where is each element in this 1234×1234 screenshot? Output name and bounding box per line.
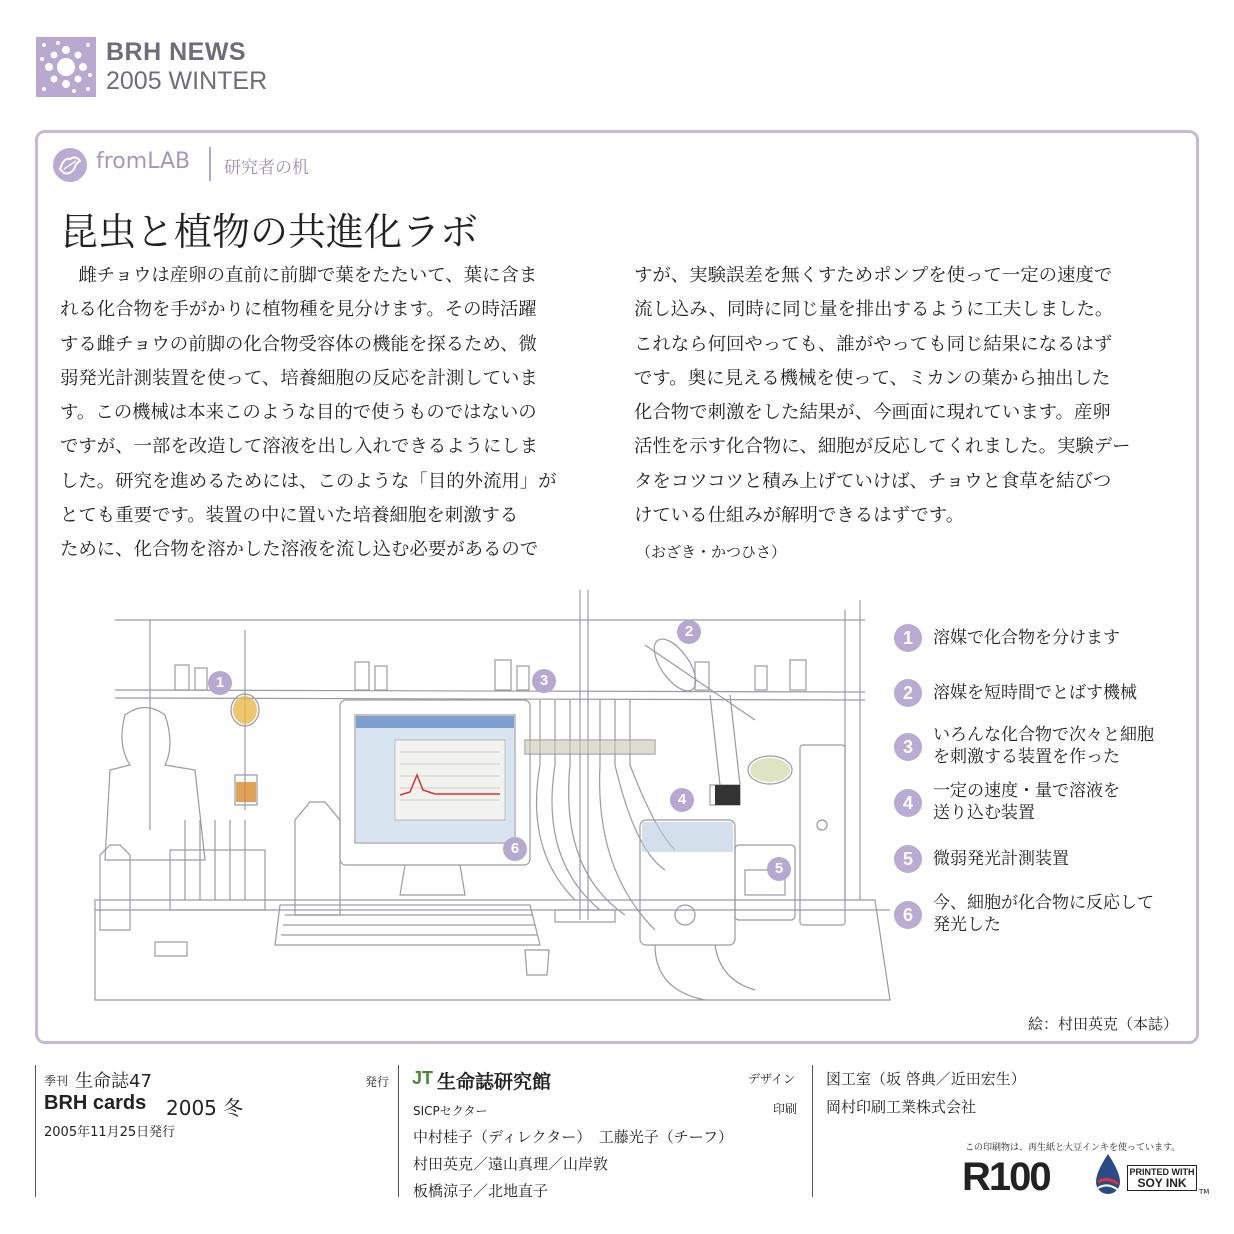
issue-date: 2005年11月25日発行	[44, 1125, 176, 1140]
header-title: BRH NEWS	[106, 38, 247, 66]
legend-line: 今、細胞が化合物に反応して	[933, 893, 1154, 913]
legend-line: 発光した	[933, 915, 1001, 935]
legend-text	[933, 780, 1120, 824]
magazine-name: 生命誌47	[75, 1071, 152, 1092]
body-line: 化合物で刺激をした結果が、今画面に現れています。産卵	[634, 402, 1111, 424]
staff-line-3: 板橋涼子／北地直子	[413, 1182, 549, 1200]
soy-ink-badge	[1127, 1165, 1197, 1191]
body-line: タをコツコツと積み上げていけば、チョウと食草を結びつ	[634, 470, 1112, 492]
article-column-1	[60, 259, 603, 568]
article-title: 昆虫と植物の共進化ラボ	[60, 210, 479, 254]
cards-title: BRH cards	[44, 1092, 147, 1114]
footer-rule-mid	[398, 1065, 399, 1197]
lab-illustration	[55, 570, 895, 1010]
cards-season: 2005 冬	[166, 1096, 244, 1120]
marker-1: 1	[208, 671, 232, 695]
publisher-name: 生命誌研究館	[437, 1071, 552, 1093]
legend-number: 1	[894, 624, 922, 652]
footer-rule-left	[35, 1065, 36, 1197]
body-line: す。この機械は本来このような目的で使うものではないの	[60, 402, 537, 424]
jt-logo: JT	[412, 1068, 434, 1088]
r100-mark: R100	[962, 1155, 1050, 1199]
body-line: けている仕組みが解明できるはずです。	[634, 505, 965, 527]
legend-line: 送り込む装置	[933, 803, 1035, 823]
cell-cluster-icon	[36, 37, 96, 97]
marker-3: 3	[532, 669, 556, 693]
article-author: （おざき・かつひさ）	[636, 543, 787, 562]
legend-text	[933, 848, 1069, 870]
soy-line-1: PRINTED WITH	[1129, 1167, 1195, 1177]
legend-number: 2	[894, 679, 922, 707]
section-divider	[209, 147, 211, 181]
article-column-2	[634, 259, 1177, 570]
design-label: デザイン	[748, 1072, 796, 1086]
marker-5: 5	[767, 857, 791, 881]
legend-line: を刺激する装置を作った	[933, 747, 1120, 767]
body-line: です。奥に見える機械を使って、ミカンの葉から抽出した	[634, 367, 1111, 389]
body-line: する雌チョウの前脚の化合物受容体の機能を探るため、微	[60, 333, 537, 355]
legend-number: 3	[894, 733, 922, 761]
section-from: fromLAB	[96, 149, 191, 174]
legend-text	[933, 892, 1154, 936]
marker-2: 2	[677, 620, 701, 644]
illustration-credit: 絵：村田英克（本誌）	[1027, 1015, 1178, 1033]
printer-credit: 岡村印刷工業株式会社	[826, 1098, 977, 1116]
marker-6: 6	[503, 837, 527, 861]
body-line: 活性を示す化合物に、細胞が反応してくれました。実験デー	[634, 436, 1131, 458]
lab-sketch-drawing	[55, 570, 895, 1010]
legend-number: 6	[894, 901, 922, 929]
staff-line-1: 中村桂子（ディレクター） 工藤光子（チーフ）	[413, 1128, 733, 1146]
body-line: ために、化合物を溶かした溶液を流し込む必要があるので	[60, 539, 539, 561]
body-line: 雌チョウは産卵の直前に前脚で葉をたたいて、葉に含ま	[60, 265, 538, 286]
legend-number: 4	[894, 789, 922, 817]
brh-logo	[36, 37, 96, 97]
legend-line: 微弱発光計測装置	[933, 849, 1069, 869]
body-line: 弱発光計測装置を使って、培養細胞の反応を計測していま	[60, 367, 538, 389]
legend-line: 一定の速度・量で溶液を	[933, 781, 1120, 801]
legend-text	[933, 724, 1154, 768]
magazine-prefix: 季刊	[44, 1074, 69, 1088]
soy-line-2: SOY INK	[1137, 1176, 1187, 1190]
body-line: 流し込み、同時に同じ量を排出するように工夫しました。	[634, 299, 1114, 321]
print-label: 印刷	[773, 1102, 798, 1116]
legend-number: 5	[894, 845, 922, 873]
body-line: とても重要です。装置の中に置いた培養細胞を刺激する	[60, 505, 519, 527]
publisher-label: 発行	[365, 1075, 390, 1089]
body-line: した。研究を進めるためには、このような「目的外流用」が	[60, 470, 557, 492]
marker-4: 4	[670, 788, 694, 812]
design-credit: 図工室（坂 啓典／近田宏生）	[826, 1070, 1026, 1088]
header-season: 2005 WINTER	[106, 67, 268, 95]
legend-text	[933, 682, 1137, 704]
sector-name: SICPセクター	[413, 1104, 488, 1118]
footer-rule-right	[812, 1065, 813, 1197]
staff-line-2: 村田英克／遠山真理／山岸敦	[413, 1155, 609, 1173]
legend-line: 溶媒で化合物を分けます	[933, 628, 1120, 648]
hand-leaf-icon	[52, 147, 88, 183]
legend-line: 溶媒を短時間でとばす機械	[933, 683, 1137, 703]
body-line: これなら何回やっても、誰がやっても同じ結果になるはず	[634, 333, 1113, 355]
legend-text	[933, 627, 1120, 649]
body-line: すが、実験誤差を無くすためポンプを使って一定の速度で	[634, 265, 1113, 286]
section-subtitle: 研究者の机	[224, 158, 309, 178]
soy-tm: TM	[1199, 1188, 1210, 1196]
eco-note: この印刷物は、再生紙と大豆インキを使っています。	[965, 1143, 1181, 1153]
legend-line: いろんな化合物で次々と細胞	[933, 725, 1154, 745]
soy-ink-drop-icon	[1090, 1152, 1126, 1198]
body-line: れる化合物を手がかりに植物種を見分けます。その時活躍	[60, 299, 537, 321]
body-line: ですが、一部を改造して溶液を出し入れできるようにしま	[60, 436, 539, 458]
